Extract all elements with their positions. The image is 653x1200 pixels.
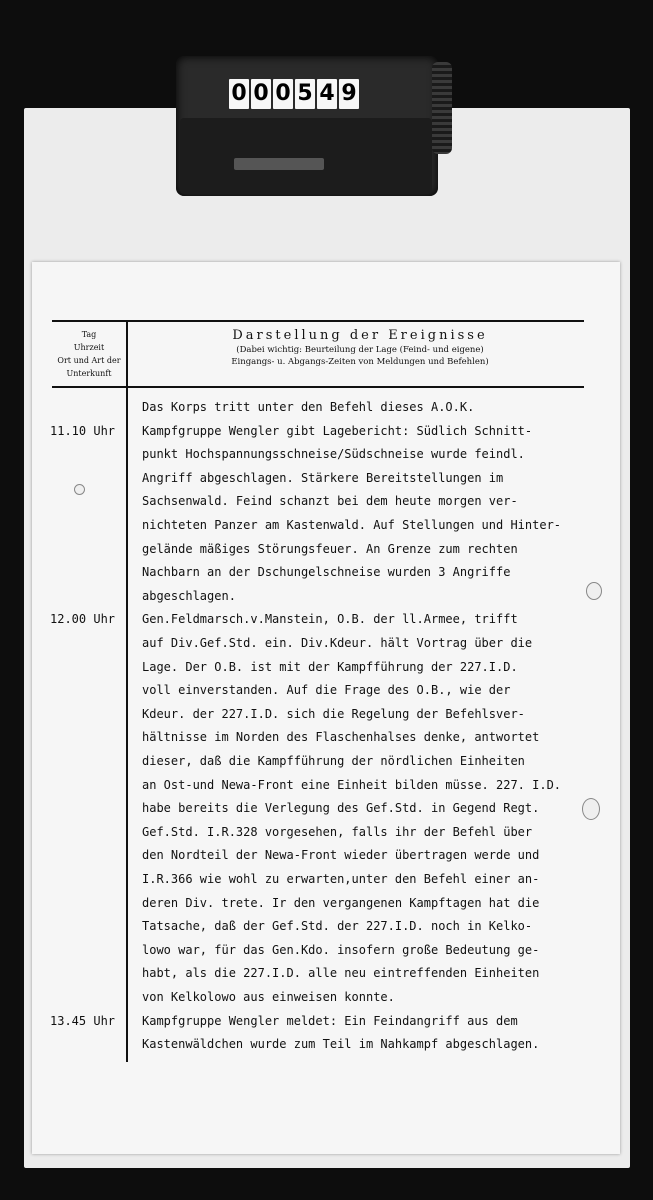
time-column-divider [126, 320, 128, 1062]
entry-text-line: Lage. Der O.B. ist mit der Kampfführung der 227.I.D. [142, 659, 518, 674]
counter-digit: 0 [251, 79, 271, 109]
entry-text-line: Kastenwäldchen wurde zum Teil im Nahkampf abgeschlagen. [142, 1037, 540, 1052]
entry-text-line: den Nordteil der Newa-Front wieder übertragen werde und [142, 848, 540, 863]
header-bottom-rule [52, 386, 584, 388]
entry-text-line: an Ost-und Newa-Front eine Einheit bilden müsse. 227. I.D. [142, 777, 562, 792]
punch-hole [74, 484, 85, 495]
entry-text-line: gelände mäßiges Störungsfeuer. An Grenze zum rechten [142, 541, 518, 556]
entry-text-line: deren Div. trete. Ir den vergangenen Kampftagen hat die [142, 895, 540, 910]
entry-text-line: lowo war, für das Gen.Kdo. insofern große Bedeutung ge- [142, 942, 540, 957]
frame-counter-digits [229, 79, 359, 109]
entry-text-line: Tatsache, daß der Gef.Std. der 227.I.D. noch in Kelko- [142, 919, 533, 934]
header-label-ort: Ort und Art der [57, 356, 121, 365]
entry-time: 13.45 Uhr [50, 1013, 116, 1028]
header-label-unterkunft: Unterkunft [66, 369, 112, 378]
header-right-column [200, 328, 520, 368]
counter-digit: 5 [295, 79, 315, 109]
header-left-column [54, 328, 124, 380]
entry-text-line: Sachsenwald. Feind schanzt bei dem heute morgen ver- [142, 494, 518, 509]
counter-digit: 0 [229, 79, 249, 109]
frame-counter-label-plate [234, 158, 324, 170]
entry-text-line: Gef.Std. I.R.328 vorgesehen, falls ihr der Befehl über [142, 824, 533, 839]
entry-text-line: habe bereits die Verlegung des Gef.Std. in Gegend Regt. [142, 801, 540, 816]
entry-text-line: nichteten Panzer am Kastenwald. Auf Stellungen und Hinter- [142, 518, 562, 532]
frame-counter-knob [432, 62, 452, 154]
frame-counter-base [180, 118, 432, 194]
entry-text-line: von Kelkolowo aus einweisen konnte. [142, 990, 395, 1004]
header-subtitle-1: (Dabei wichtig: Beurteilung der Lage (Feind- und eigene) [236, 345, 484, 355]
entry-text-line: Kampfgruppe Wengler gibt Lagebericht: Südlich Schnitt- [142, 423, 533, 438]
header-title: Darstellung der Ereignisse [232, 328, 488, 343]
entry-text-line: Angriff abgeschlagen. Stärkere Bereitstellungen im [142, 470, 504, 485]
entry-text-line: Gen.Feldmarsch.v.Manstein, O.B. der ll.Armee, trifft [142, 612, 518, 627]
header-label-tag: Tag [81, 330, 97, 339]
counter-digit: 4 [317, 79, 337, 109]
entry-text-line: voll einverstanden. Auf die Frage des O.B., wie der [142, 683, 511, 698]
entry-text-line: Nachbarn an der Dschungelschneise wurden 3 Angriffe [142, 565, 511, 580]
header-top-rule [52, 320, 584, 322]
entry-text-line: Das Korps tritt unter den Befehl dieses A.O.K. [142, 400, 475, 414]
entry-text-line: punkt Hochspannungsschneise/Südschneise wurde feindl. [142, 447, 525, 462]
header-label-uhrzeit: Uhrzeit [73, 343, 105, 352]
entry-text-line: Kdeur. der 227.I.D. sich die Regelung der Befehlsver- [142, 706, 525, 721]
entry-text-line: habt, als die 227.I.D. alle neu eintreffenden Einheiten [142, 966, 540, 981]
counter-digit: 0 [273, 79, 293, 109]
entry-text-line: hältnisse im Norden des Flaschenhalses denke, antwortet [142, 730, 540, 745]
entry-text-line: abgeschlagen. [142, 588, 236, 603]
entry-text-line: dieser, daß die Kampfführung der nördlichen Einheiten [142, 754, 525, 768]
entry-text-line: Kampfgruppe Wengler meldet: Ein Feindangriff aus dem [142, 1013, 518, 1028]
entry-text-line: auf Div.Gef.Std. ein. Div.Kdeur. hält Vortrag über die [142, 636, 533, 650]
entry-text-line: I.R.366 wie wohl zu erwarten,unter den Befehl einer an- [142, 872, 540, 886]
header-subtitle-2: Eingangs- u. Abgangs-Zeiten von Meldungen und Befehlen) [231, 357, 489, 367]
entry-time: 11.10 Uhr [50, 423, 116, 438]
counter-digit: 9 [339, 79, 359, 109]
entry-time: 12.00 Uhr [50, 612, 116, 627]
